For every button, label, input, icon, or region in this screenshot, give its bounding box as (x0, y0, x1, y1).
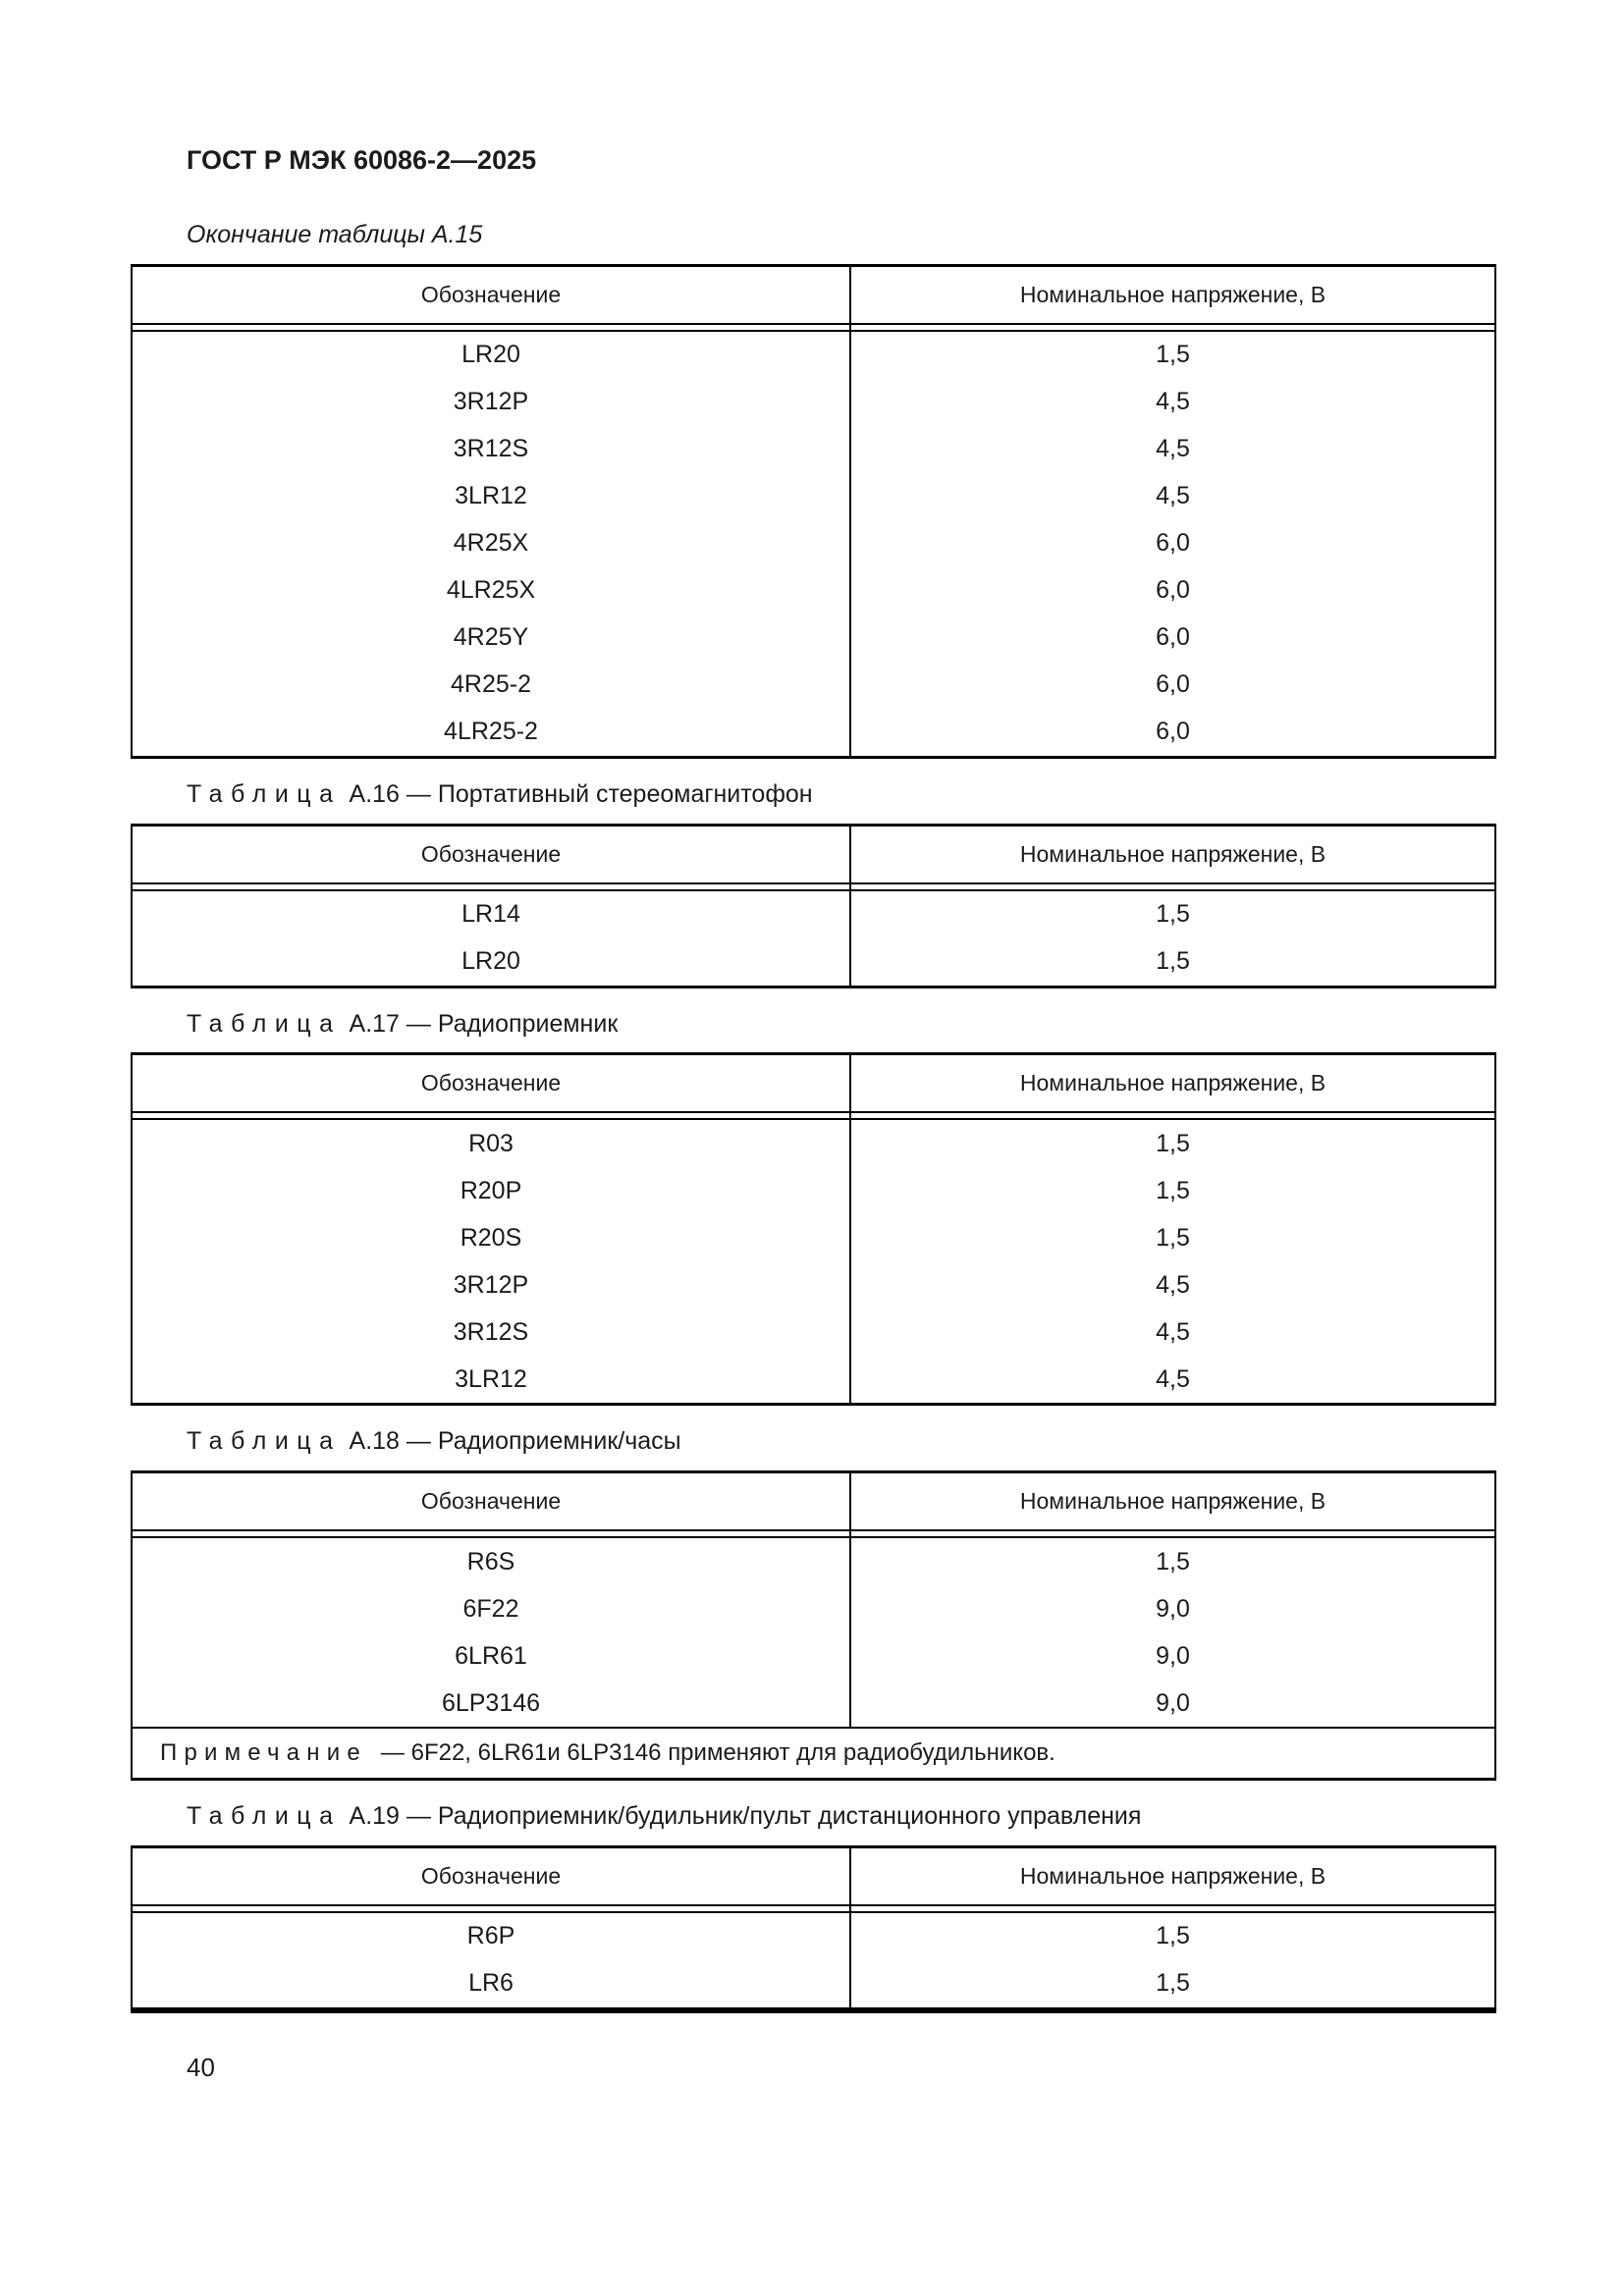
cell-voltage: 1,5 (1156, 1129, 1190, 1157)
cell-voltage: 4,5 (1156, 1317, 1190, 1346)
table-row (132, 1356, 1495, 1405)
table-row (132, 1167, 1495, 1214)
table-row (132, 938, 1495, 988)
page-number: 40 (187, 2052, 215, 2082)
table-a15-header-row (132, 265, 1495, 324)
cell-voltage: 4,5 (1156, 435, 1190, 463)
table-a19 (131, 1845, 1496, 2013)
table-a17 (131, 1052, 1496, 1406)
table-row (132, 709, 1495, 758)
note-text: — 6F22, 6LR61и 6LP3146 применяют для радиобудильников. (380, 1739, 1056, 1767)
table-row (132, 379, 1495, 426)
cell-voltage: 1,5 (1156, 1176, 1190, 1204)
table-row (132, 426, 1495, 473)
cell-designation: LR6 (132, 1960, 850, 2010)
cell-voltage: 1,5 (1156, 341, 1190, 369)
table-a16-header-row (132, 825, 1495, 883)
cell-designation: LR20 (132, 938, 850, 988)
cell-designation: R03 (132, 1119, 850, 1167)
caption-word: Таблица (187, 1009, 342, 1038)
caption-text: А.19 — Радиоприемник/будильник/пульт дистанционного управления (349, 1802, 1142, 1831)
column-header-designation: Обозначение (132, 1054, 850, 1113)
column-header-designation: Обозначение (132, 1472, 850, 1531)
cell-voltage: 1,5 (1156, 900, 1190, 929)
table-row (132, 1214, 1495, 1261)
cell-voltage: 6,0 (1156, 623, 1190, 652)
cell-voltage: 4,5 (1156, 482, 1190, 510)
cell-designation: 4LR25X (132, 567, 850, 614)
column-header-voltage: Номинальное напряжение, В (850, 825, 1495, 883)
caption-word: Таблица (187, 1802, 342, 1831)
cell-designation: 4LR25-2 (132, 709, 850, 758)
table-row (132, 473, 1495, 520)
cell-voltage: 1,5 (1156, 1223, 1190, 1252)
table-row (132, 1261, 1495, 1308)
cell-designation: 6LP3146 (132, 1680, 850, 1728)
table-a19-caption (187, 1802, 1494, 1831)
cell-voltage: 6,0 (1156, 529, 1190, 558)
cell-designation: 3R12S (132, 426, 850, 473)
table-row (132, 662, 1495, 709)
cell-designation: LR14 (132, 890, 850, 938)
cell-designation: 6F22 (132, 1585, 850, 1632)
cell-designation: 3R12P (132, 1261, 850, 1308)
cell-voltage: 6,0 (1156, 718, 1190, 746)
table-a15 (131, 264, 1496, 759)
column-header-designation: Обозначение (132, 1846, 850, 1905)
table-row (132, 520, 1495, 567)
column-header-designation: Обозначение (132, 825, 850, 883)
cell-voltage: 6,0 (1156, 670, 1190, 699)
cell-voltage: 9,0 (1156, 1641, 1190, 1670)
cell-voltage: 4,5 (1156, 1364, 1190, 1393)
cell-voltage: 4,5 (1156, 1270, 1190, 1299)
cell-designation: 3LR12 (132, 1356, 850, 1405)
table-a19-header-row (132, 1846, 1495, 1905)
cell-designation: 3R12S (132, 1308, 850, 1356)
cell-voltage: 1,5 (1156, 1547, 1190, 1575)
header-separator (132, 1112, 1495, 1119)
cell-designation: 6LR61 (132, 1632, 850, 1680)
document-title: ГОСТ Р МЭК 60086-2—2025 (187, 145, 537, 175)
table-row (132, 1912, 1495, 1960)
column-header-voltage: Номинальное напряжение, В (850, 265, 1495, 324)
column-header-voltage: Номинальное напряжение, В (850, 1846, 1495, 1905)
caption-text: А.18 — Радиоприемник/часы (349, 1427, 681, 1456)
cell-designation: R6P (132, 1912, 850, 1960)
table-a17-header-row (132, 1054, 1495, 1113)
table-row (132, 1680, 1495, 1728)
table-row (132, 1632, 1495, 1680)
table-row (132, 1308, 1495, 1356)
table-note (132, 1728, 1495, 1780)
table-row (132, 331, 1495, 379)
table-a16-caption (187, 780, 1494, 809)
table-row (132, 1585, 1495, 1632)
cell-designation: 3R12P (132, 379, 850, 426)
column-header-designation: Обозначение (132, 265, 850, 324)
column-header-voltage: Номинальное напряжение, В (850, 1054, 1495, 1113)
header-separator (132, 883, 1495, 890)
cell-voltage: 1,5 (1156, 1922, 1190, 1950)
caption-word: Таблица (187, 779, 342, 808)
table-row (132, 1537, 1495, 1585)
table-note-row (132, 1728, 1495, 1780)
cell-voltage: 9,0 (1156, 1688, 1190, 1717)
table-a18-header-row (132, 1472, 1495, 1531)
cell-voltage: 9,0 (1156, 1594, 1190, 1623)
header-separator (132, 1530, 1495, 1537)
note-label: Примечание (160, 1739, 367, 1767)
table-row (132, 890, 1495, 938)
table-row (132, 567, 1495, 614)
caption-word: Таблица (187, 1427, 342, 1456)
table-a15-continuation-caption: Окончание таблицы А.15 (187, 221, 483, 249)
cell-designation: LR20 (132, 331, 850, 379)
table-row (132, 1960, 1495, 2010)
table-row (132, 614, 1495, 662)
cell-voltage: 6,0 (1156, 576, 1190, 605)
cell-voltage: 1,5 (1156, 947, 1190, 976)
header-separator (132, 324, 1495, 331)
column-header-voltage: Номинальное напряжение, В (850, 1472, 1495, 1531)
table-a18 (131, 1470, 1496, 1781)
cell-designation: 4R25-2 (132, 662, 850, 709)
cell-designation: R20P (132, 1167, 850, 1214)
cell-designation: 3LR12 (132, 473, 850, 520)
header-separator (132, 1905, 1495, 1912)
cell-voltage: 1,5 (1156, 1969, 1190, 1998)
table-a18-caption (187, 1427, 1494, 1456)
cell-designation: 4R25Y (132, 614, 850, 662)
table-a16 (131, 824, 1496, 988)
cell-designation: R6S (132, 1537, 850, 1585)
cell-designation: R20S (132, 1214, 850, 1261)
table-row (132, 1119, 1495, 1167)
cell-voltage: 4,5 (1156, 388, 1190, 416)
caption-text: А.16 — Портативный стереомагнитофон (349, 779, 813, 808)
caption-text: А.17 — Радиоприемник (349, 1009, 619, 1038)
cell-designation: 4R25X (132, 520, 850, 567)
table-a17-caption (187, 1010, 1494, 1039)
